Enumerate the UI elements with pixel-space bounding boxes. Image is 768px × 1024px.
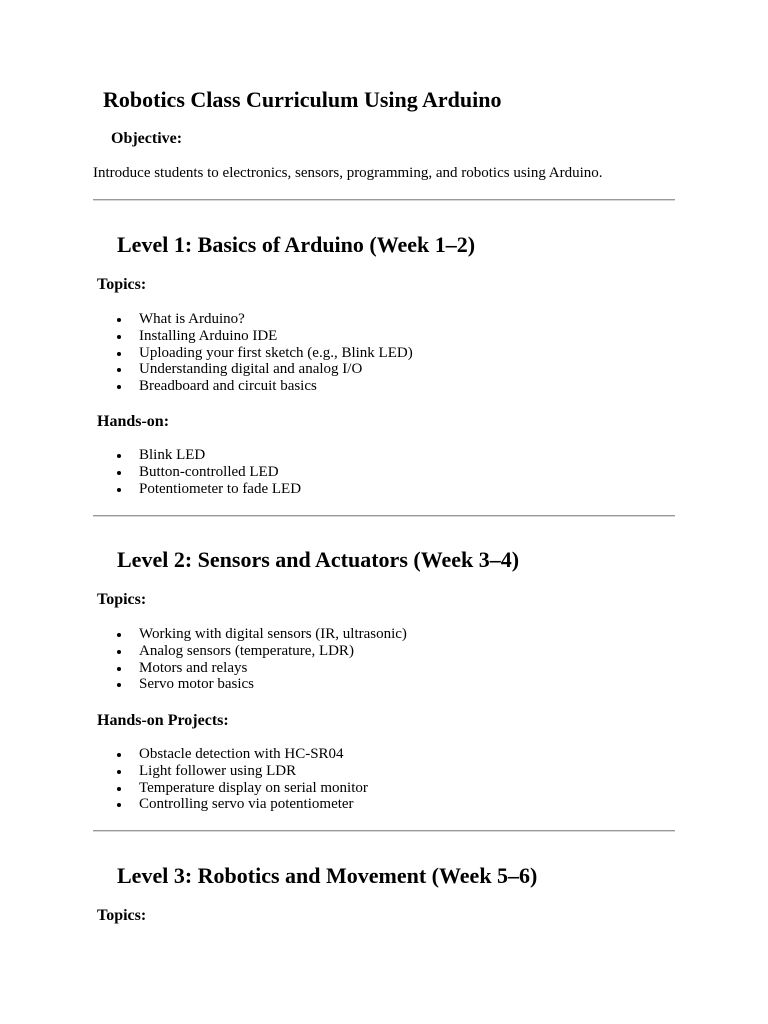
list-item: Motors and relays [139, 660, 407, 677]
level-3-topics-label: Topics: [97, 907, 147, 924]
list-item: Uploading your first sketch (e.g., Blink LED) [139, 344, 413, 361]
level-1-topics-list [139, 311, 413, 395]
list-item: Blink LED [139, 447, 301, 464]
list-item: Installing Arduino IDE [139, 328, 413, 345]
list-item: Working with digital sensors (IR, ultrasonic) [139, 626, 407, 642]
list-item: Controlling servo via potentiometer [139, 796, 368, 813]
list-item: Servo motor basics [139, 676, 407, 693]
level-2-hands-on-list [139, 746, 368, 813]
horizontal-divider [93, 830, 675, 832]
list-item: Understanding digital and analog I/O [139, 361, 413, 378]
document-title: Robotics Class Curriculum Using Arduino [103, 87, 502, 112]
level-1-hands-on-label: Hands-on: [97, 413, 170, 430]
level-1-heading: Level 1: Basics of Arduino (Week 1–2) [117, 232, 476, 257]
list-item: Analog sensors (temperature, LDR) [139, 643, 407, 660]
level-1-topics-label: Topics: [97, 276, 147, 293]
objective-label: Objective: [111, 130, 183, 147]
objective-text: Introduce students to electronics, sensors, programming, and robotics using Arduino. [93, 165, 603, 181]
level-2-topics-label: Topics: [97, 591, 147, 608]
level-2-heading: Level 2: Sensors and Actuators (Week 3–4) [117, 547, 520, 572]
level-2-hands-on-label: Hands-on Projects: [97, 712, 229, 729]
list-item: Light follower using LDR [139, 763, 368, 780]
list-item: What is Arduino? [139, 311, 413, 328]
level-1-hands-on-list [139, 447, 301, 497]
list-item: Button-controlled LED [139, 464, 301, 481]
list-item: Obstacle detection with HC-SR04 [139, 746, 368, 763]
level-2-topics-list [139, 626, 407, 693]
level-3-heading: Level 3: Robotics and Movement (Week 5–6) [117, 863, 538, 888]
list-item: Temperature display on serial monitor [139, 779, 368, 796]
list-item: Potentiometer to fade LED [139, 480, 302, 497]
horizontal-divider [93, 515, 675, 517]
list-item: Breadboard and circuit basics [139, 378, 413, 395]
horizontal-divider [93, 199, 675, 201]
